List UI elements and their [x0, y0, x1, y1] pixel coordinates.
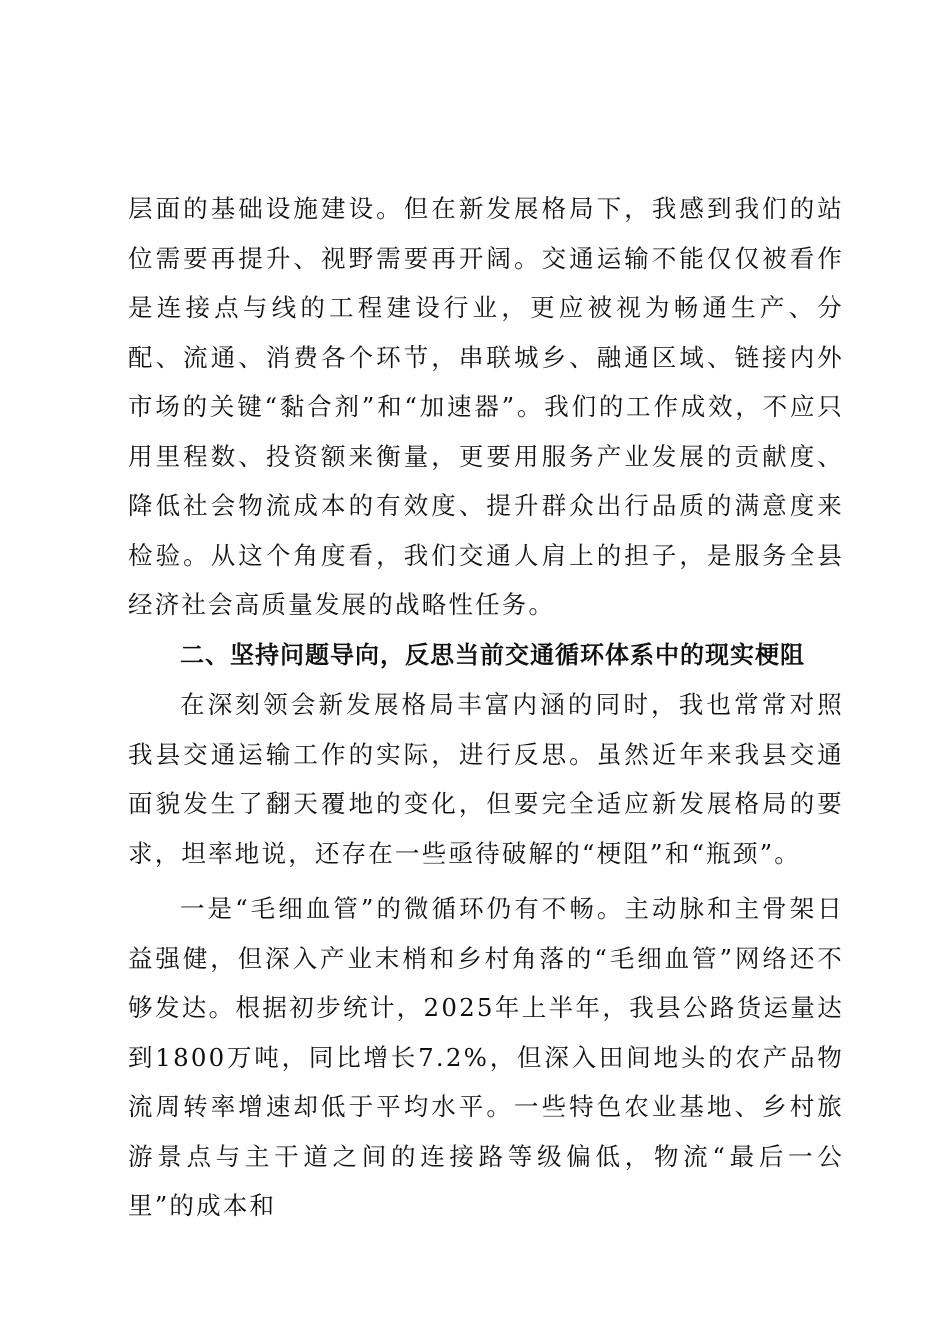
body-paragraph-2: 在深刻领会新发展格局丰富内涵的同时，我也常常对照我县交通运输工作的实际，进行反思。虽然近年来我县交通面貌发生了翻天覆地的变化，但要完全适应新发展格局的要求，坦率地说，还存在一些亟待破解的“梗阻”和“瓶颈”。: [128, 690, 844, 868]
section-heading: 二、坚持问题导向，反思当前交通循环体系中的现实梗阻: [180, 641, 805, 669]
body-paragraph-1: 层面的基础设施建设。但在新发展格局下，我感到我们的站位需要再提升、视野需要再开阔。交通运输不能仅仅被看作是连接点与线的工程建设行业，更应被视为畅通生产、分配、流通、消费各个环节，串联城乡、融通区域、链接内外市场的关键“黏合剂”和“加速器”。我们的工作成效，不应只用里程数、投资额来衡量，更要用服务产业发展的贡献度、降低社会物流成本的有效度、提升群众出行品质的满意度来检验。从这个角度看，我们交通人肩上的担子，是服务全县经济社会高质量发展的战略性任务。: [128, 194, 844, 619]
body-paragraph-3: 一是“毛细血管”的微循环仍有不畅。主动脉和主骨架日益强健，但深入产业末梢和乡村角落的“毛细血管”网络还不够发达。根据初步统计，2025年上半年，我县公路货运量达到1800万吨，同比增长7.2%，但深入田间地头的农产品物流周转率增速却低于平均水平。一些特色农业基地、乡村旅游景点与主干道之间的连接路等级偏低，物流“最后一公里”的成本和: [128, 894, 844, 1220]
